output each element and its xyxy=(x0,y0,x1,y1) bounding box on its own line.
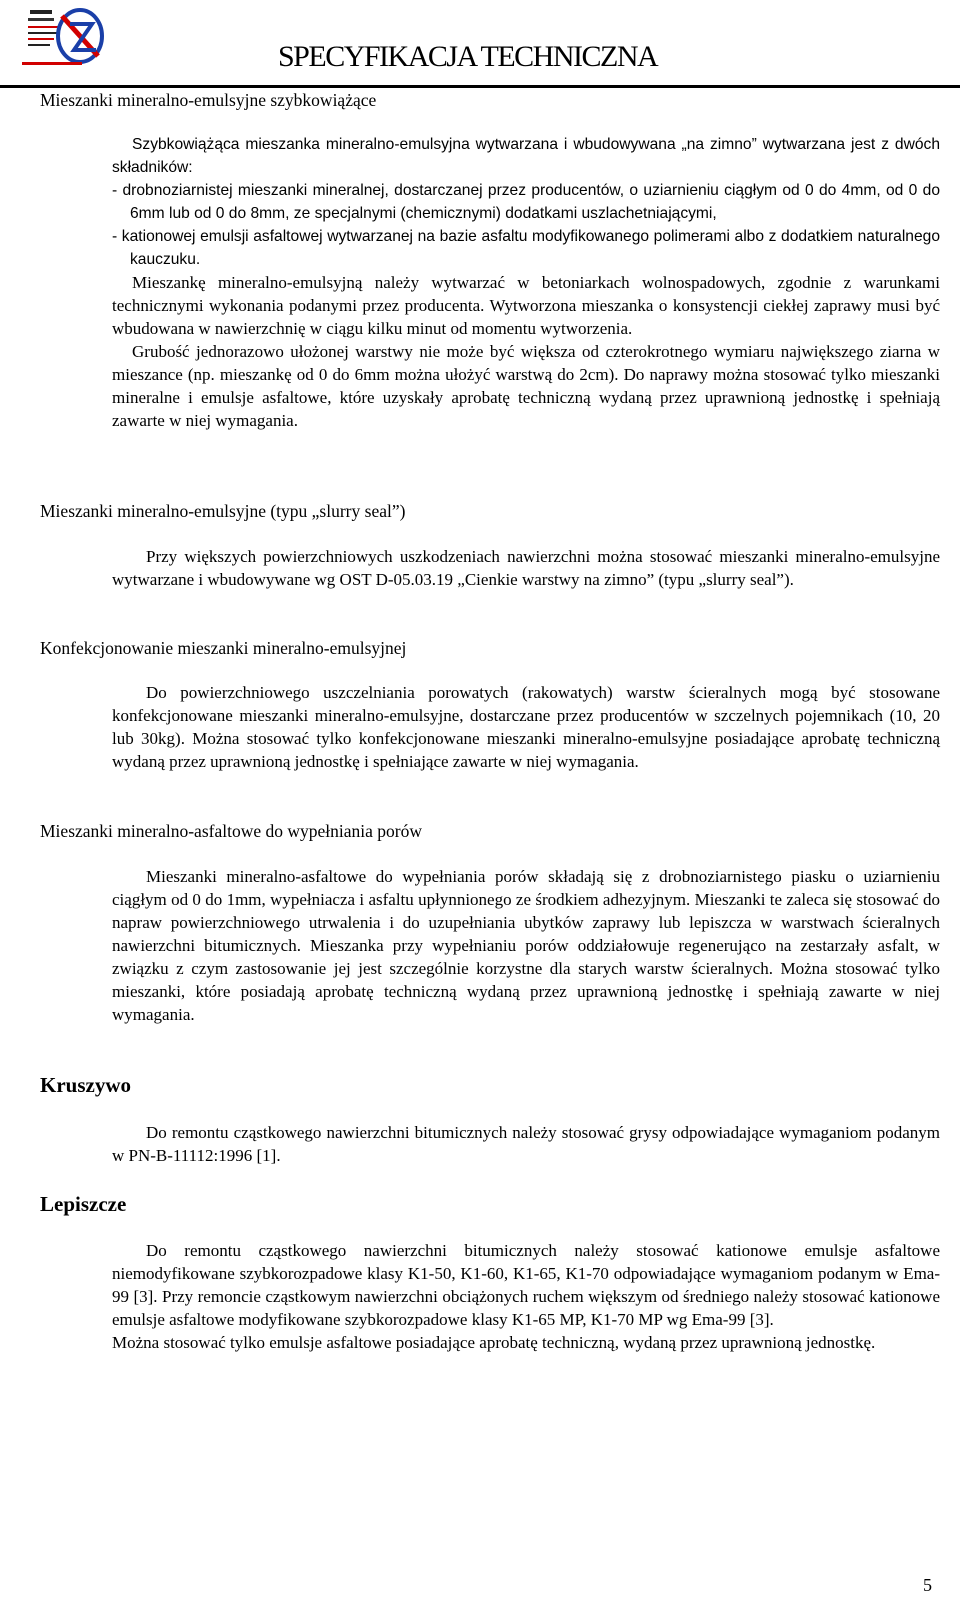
section6-paragraph2: Można stosować tylko emulsje asfaltowe posiadające aprobatę techniczną, wydaną przez uprawnioną jednostkę. xyxy=(112,1333,876,1352)
section-title-szybkowiazace: Mieszanki mineralno-emulsyjne szybkowiążące xyxy=(40,90,377,110)
section1-intro: Szybkowiążąca mieszanka mineralno-emulsyjna wytwarzana i wbudowywana „na zimno” wytwarzana jest z dwóch składników: xyxy=(112,136,940,176)
document-title: SPECYFIKACJA TECHNICZNA xyxy=(278,40,658,73)
section-title-kruszywo: Kruszywo xyxy=(40,1073,131,1097)
section2-paragraph: Przy większych powierzchniowych uszkodzeniach nawierzchni można stosować mieszanki mineralno-emulsyjne wytwarzane i wbudowywane wg OST D-05.03.19 „Cienkie warstwy na zimno” (typu „slurry seal”). xyxy=(112,547,940,589)
section5-paragraph: Do remontu cząstkowego nawierzchni bitumicznych należy stosować grysy odpowiadające wymaganiom podanym w PN-B-11112:1996 [1]. xyxy=(112,1123,940,1165)
section1-item2: - kationowej emulsji asfaltowej wytwarzanej na bazie asfaltu modyfikowanego polimerami albo z dodatkiem naturalnego kauczuku. xyxy=(112,228,940,268)
section-title-lepiszcze: Lepiszcze xyxy=(40,1192,127,1216)
section3-paragraph: Do powierzchniowego uszczelniania porowatych (rakowatych) warstw ścieralnych mogą być stosowane konfekcjonowane mieszanki mineralno-emulsyjne, dostarczane przez producentów w szczelnych pojemnikach (10, 20 lub 30kg). Można stosować tylko konfekcjonowane mieszanki mineralno-emulsyjne posiadające aprobatę techniczną wydaną przez uprawnioną jednostkę i spełniające zawarte w niej wymagania. xyxy=(112,683,940,771)
company-logo xyxy=(22,4,114,70)
header-rule xyxy=(0,85,960,88)
page-number: 5 xyxy=(923,1575,932,1595)
section4-paragraph: Mieszanki mineralno-asfaltowe do wypełniania porów składają się z drobnoziarnistego piasku o uziarnieniu ciągłym od 0 do 1mm, wypełniacza i asfaltu upłynnionego ze środkiem adhezyjnym. Mieszanki te zaleca się stosować do napraw powierzchniowego utrwalenia i do uzupełniania ubytków zaprawy lub lepiszcza w warstwach ścieralnych nawierzchni bitumicznych. Mieszanka przy wypełnianiu porów oddziałowuje regenerująco na zestarzały asfalt, w związku z czym zastosowanie jej jest szczególnie korzystne dla starych warstw ścieralnych. Można stosować tylko mieszanki, które posiadają aprobatę techniczną wydaną przez uprawnioną jednostkę i spełniają zawarte w niej wymagania. xyxy=(112,867,940,1024)
section1-item1: - drobnoziarnistej mieszanki mineralnej, dostarczanej przez producentów, o uziarnieniu ciągłym od 0 do 4mm, od 0 do 6mm lub od 0 do 8mm, ze specjalnymi (chemicznymi) dodatkami uszlachetniającymi, xyxy=(112,182,940,222)
section6-body xyxy=(112,1239,940,1354)
section1-paragraph2: Mieszankę mineralno-emulsyjną należy wytwarzać w betoniarkach wolnospadowych, zgodnie z warunkami technicznymi wykonania podanymi przez producenta. Wytworzona mieszanka o konsystencji ciekłej zaprawy musi być wbudowana w nawierzchnię w ciągu kilku minut od momentu wytworzenia. xyxy=(112,273,940,338)
section-title-slurry-seal: Mieszanki mineralno-emulsyjne (typu „slurry seal”) xyxy=(40,501,406,521)
section1-body xyxy=(112,133,940,432)
section6-paragraph1: Do remontu cząstkowego nawierzchni bitumicznych należy stosować kationowe emulsje asfaltowe niemodyfikowane szybkorozpadowe klasy K1-50, K1-60, K1-65, K1-70 odpowiadające wymaganiom podanym w Ema-99 [3]. Przy remoncie cząstkowym nawierzchni obciążonych ruchem większym od średniego należy stosować kationowe emulsje asfaltowe modyfikowane szybkorozpadowe klasy K1-65 MP, K1-70 MP wg Ema-99 [3]. xyxy=(112,1241,940,1329)
section1-paragraph3: Grubość jednorazowo ułożonej warstwy nie może być większa od czterokrotnego wymiaru największego ziarna w mieszance (np. mieszankę od 0 do 6mm można ułożyć warstwą do 2cm). Do naprawy można stosować tylko mieszanki mineralne i emulsje asfaltowe, które uzyskały aprobatę techniczną wydaną przez uprawnioną jednostkę i spełniają zawarte w niej wymagania. xyxy=(112,342,940,430)
section-title-wypelnianie-porow: Mieszanki mineralno-asfaltowe do wypełniania porów xyxy=(40,821,422,841)
section-title-konfekcjonowanie: Konfekcjonowanie mieszanki mineralno-emulsyjnej xyxy=(40,638,407,658)
